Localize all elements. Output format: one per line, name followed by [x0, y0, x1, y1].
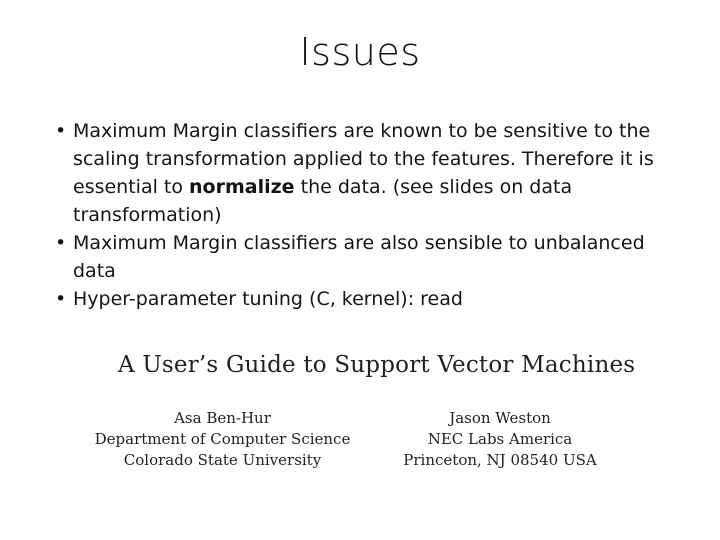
author-affiliation: NEC Labs America	[427, 430, 573, 448]
bullet-item	[55, 229, 675, 285]
author-institution: Colorado State University	[123, 451, 322, 469]
bullet-item	[55, 285, 675, 313]
bullet-text: the data. (see slides on data transformation)	[73, 176, 573, 226]
bullet-emphasis: normalize	[189, 176, 295, 198]
author-name: Asa Ben-Hur	[174, 409, 271, 427]
author-block	[90, 408, 355, 471]
author-name: Jason Weston	[449, 409, 551, 427]
bullet-text: Maximum Margin classifiers are known to be sensitive to the scaling transformation applied to the features. Therefore it is essential to	[73, 120, 654, 198]
author-affiliation: Department of Computer Science	[94, 430, 351, 448]
bullet-text: Maximum Margin classifiers are also sensible to unbalanced data	[73, 232, 645, 282]
bullet-item	[55, 117, 675, 229]
bullet-list	[55, 117, 675, 313]
paper-header-image	[90, 352, 636, 482]
bullet-dot-icon: •	[55, 232, 67, 254]
paper-title: A User’s Guide to Support Vector Machines	[118, 352, 636, 378]
bullet-dot-icon: •	[55, 288, 67, 310]
author-institution: Princeton, NJ 08540 USA	[403, 451, 597, 469]
bullet-text: Hyper-parameter tuning (C, kernel): read	[73, 288, 463, 310]
slide-title: Issues	[299, 30, 421, 74]
author-block	[395, 408, 605, 471]
bullet-dot-icon: •	[55, 120, 67, 142]
